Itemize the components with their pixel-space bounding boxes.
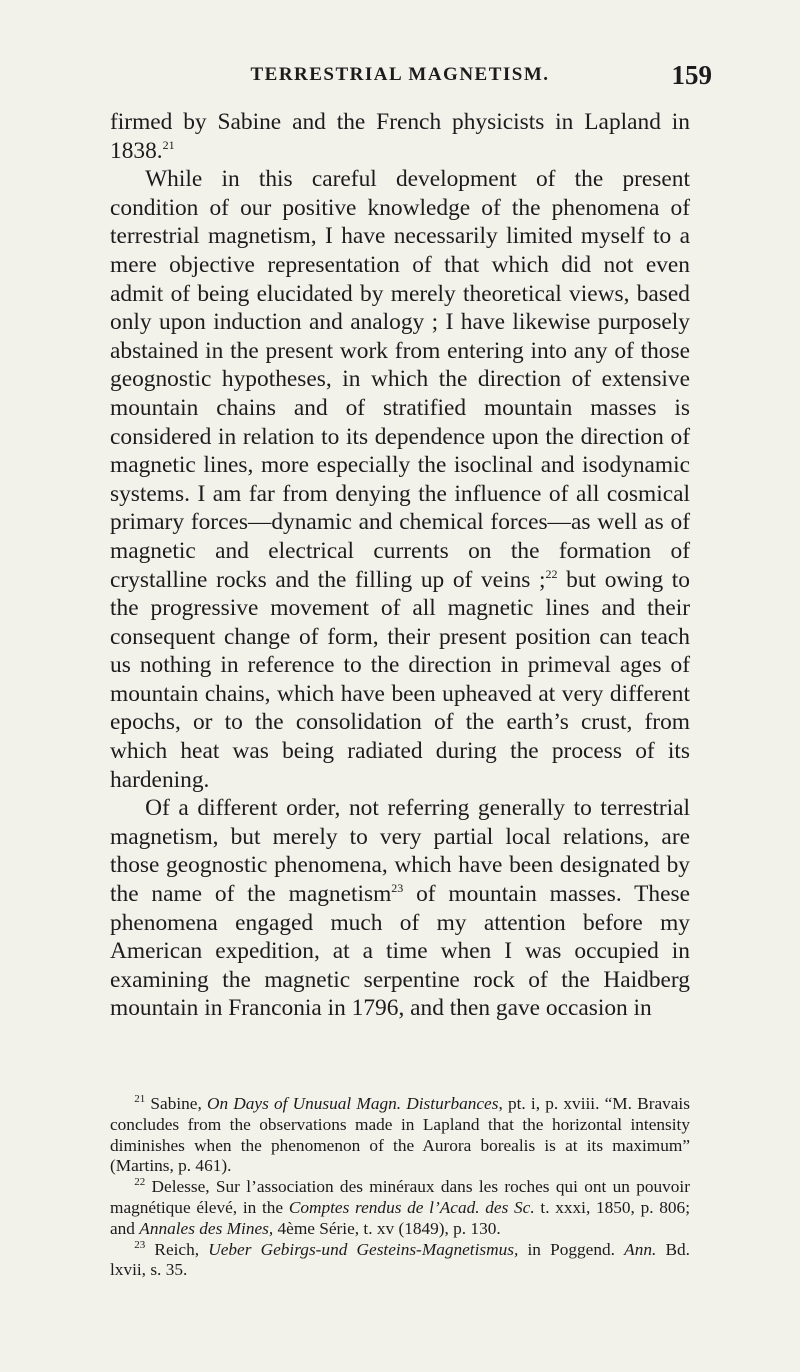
paragraph-text: of mountain masses. These phenomena engaged much of my attention before my American expedition, at a time when I was occupied in examining the magnetic serpentine rock of the Haidberg mountain in Franconia in 1796, and then gave occasion in	[110, 881, 690, 1022]
paragraph	[110, 165, 690, 794]
footnote-text: Bd. lxvii, s. 35.	[110, 1239, 690, 1280]
footnote-title: Annales des Mines,	[139, 1218, 274, 1238]
paragraph-continued	[110, 108, 690, 165]
paragraph-text: While in this careful development of the present condition of our positive knowledge of the phenomena of terrestrial magnetism, I have necessarily limited myself to a mere objective representation of that which did not even admit of being elucidated by merely theoretical views, based only upon induction and analogy ; I have likewise purposely abstained in the present work from entering into any of those geognostic hypotheses, in which the direction of extensive mountain chains and of stratified mountain masses is considered in relation to its dependence upon the direction of magnetic lines, more especially the isoclinal and isodynamic systems. I am far from denying the influence of all cosmical primary forces—dynamic and chemical forces—as well as of magnetic and electrical currents on the formation of crystalline rocks and the filling up of veins ;	[110, 166, 690, 593]
footnote-ref-22[interactable]: 22	[545, 566, 558, 581]
footnotes	[110, 1094, 690, 1281]
footnote-title: Ueber Gebirgs-und Gesteins-Magnetismus,	[208, 1239, 519, 1259]
body-text	[110, 108, 690, 1023]
footnote-text: Reich,	[154, 1239, 209, 1259]
running-head: TERRESTRIAL MAGNETISM.	[250, 64, 550, 85]
footnote-text: , pt. i, p. xviii. “M. Bravais concludes from the observations made in Lapland that the horizontal intensity diminishes when the phenomenon of the Aurora borealis is at its maximum” (Martins, p. 461).	[110, 1094, 690, 1176]
page-number: 159	[671, 60, 712, 90]
paragraph-text: Of a different order, not referring generally to terrestrial magnetism, but merely to very partial local relations, are those geognostic phenomena, which have been designated by the name of the magnetism	[110, 795, 690, 908]
footnote-text: 4ème Série, t. xv (1849), p. 130.	[273, 1218, 501, 1238]
footnote-text: Sabine,	[150, 1094, 207, 1113]
footnote-text: Delesse, Sur l’association des minéraux dans les roches qui ont un pouvoir magnétique élevé, in the	[110, 1177, 690, 1217]
footnote-ref-23[interactable]: 23	[391, 881, 404, 896]
footnote-number: 21	[134, 1093, 146, 1105]
footnote-number: 23	[134, 1238, 146, 1251]
paragraph-text: firmed by Sabine and the French physicists in Lapland in 1838.	[110, 109, 690, 164]
footnote-22	[110, 1177, 690, 1239]
footnote-title: Comptes rendus de l’Acad. des Sc.	[288, 1197, 535, 1217]
footnote-21	[110, 1094, 690, 1177]
footnote-title: Ann.	[624, 1239, 657, 1259]
footnote-title: On Days of Unusual Magn. Disturbances	[206, 1094, 499, 1113]
footnote-number: 22	[134, 1176, 146, 1189]
footnote-23	[110, 1240, 690, 1282]
footnote-ref-21[interactable]: 21	[162, 137, 175, 152]
paragraph	[110, 794, 690, 1023]
footnote-text: t. xxxi, 1850, p. 806; and	[110, 1197, 690, 1238]
paragraph-text: but owing to the progressive movement of all magnetic lines and their consequent change of form, their present position can teach us nothing in reference to the direction in primeval ages of mountain chains, which have been upheaved at very different epochs, or to the consolidation of the earth’s crust, from which heat was being radiated during the process of its hardening.	[110, 566, 691, 793]
footnote-text: in Poggend.	[518, 1239, 625, 1259]
page-header	[0, 60, 800, 94]
